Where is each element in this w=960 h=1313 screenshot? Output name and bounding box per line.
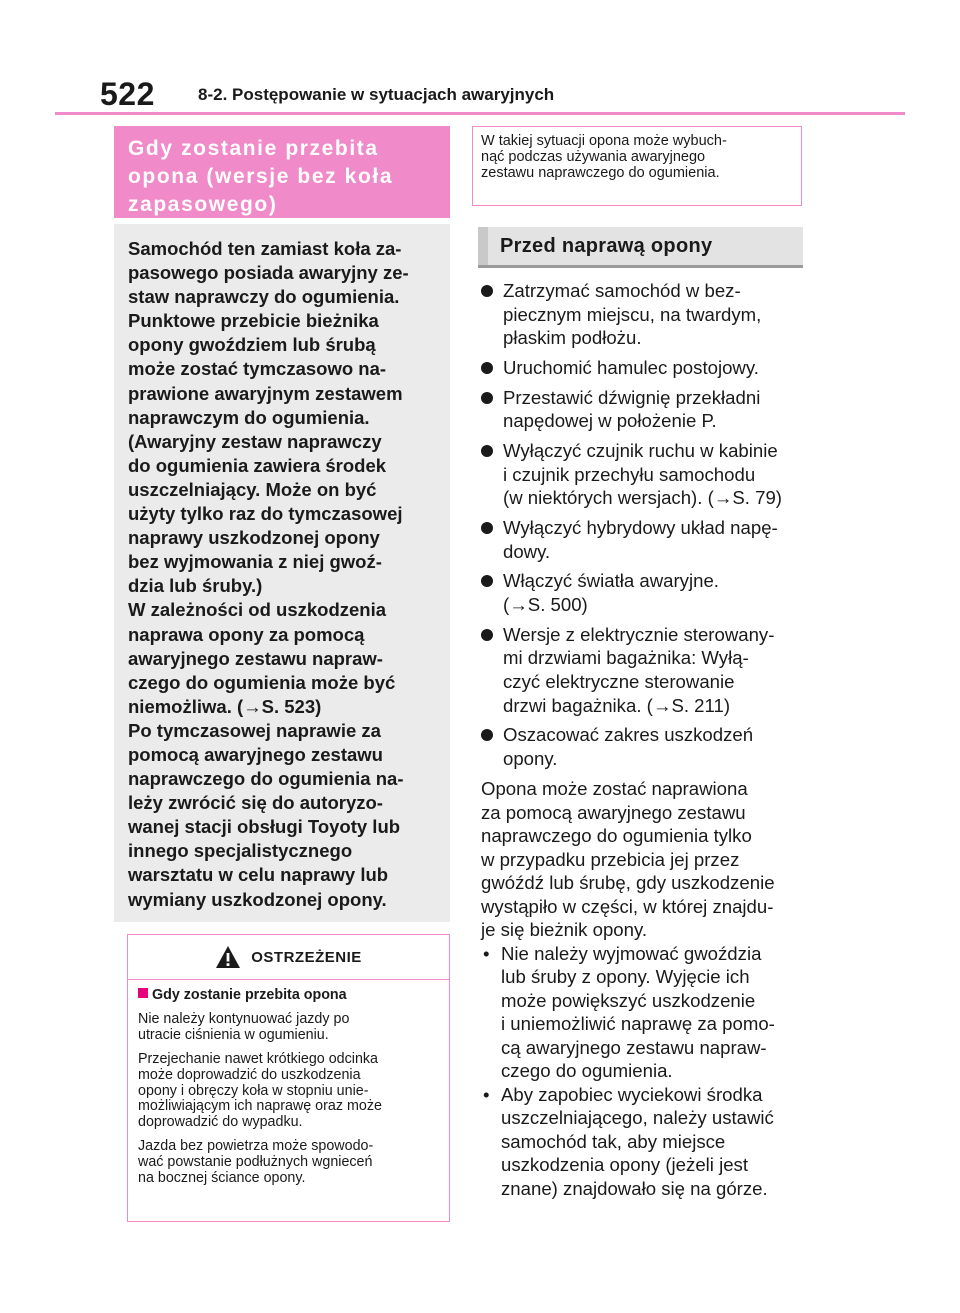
body-text — [481, 777, 806, 1200]
intro-line: naprawa opony za pomocą — [128, 623, 365, 645]
intro-line: leży zwrócić się do autoryzo- — [128, 792, 383, 814]
step-line: Wyłączyć czujnik ruchu w kabinie — [503, 440, 778, 462]
step-xref[interactable]: (→S. 500) — [503, 594, 588, 616]
warning-subheading — [138, 988, 439, 1004]
step-item — [481, 516, 811, 563]
warning-header — [128, 935, 449, 980]
step-line: Wyłączyć hybrydowy układ napę- — [503, 517, 778, 539]
intro-line: opony gwoździem lub śrubą — [128, 334, 376, 356]
warning-title: OSTRZEŻENIE — [251, 948, 362, 966]
section-title-line: zapasowego) — [128, 193, 278, 216]
subsection-title — [478, 227, 803, 268]
bullet-dot-icon — [481, 575, 493, 587]
intro-line: może zostać tymczasowo na- — [128, 358, 387, 380]
intro-line: użyty tylko raz do tymczasowej — [128, 503, 403, 525]
intro-line: awaryjnego zestawu napraw- — [128, 647, 383, 669]
note-text — [501, 1083, 806, 1201]
bullet-dot-icon — [481, 285, 493, 297]
note-line: Nie należy wyjmować gwoździa — [501, 942, 762, 964]
step-line: mi drzwiami bagażnika: Wyłą- — [503, 647, 749, 669]
step-line: i czujnik przechyłu samochodu — [503, 463, 756, 485]
note-line: uszkodzenia opony (jeżeli jest — [501, 1154, 749, 1175]
note-bullet: • — [483, 1083, 490, 1105]
step-line: Włączyć światła awaryjne. — [503, 570, 719, 592]
intro-line: innego specjalistycznego — [128, 840, 353, 862]
step-line: czyć elektryczne sterowanie — [503, 671, 735, 693]
step-line: piecznym miejscu, na twardym, — [503, 303, 762, 325]
step-line: Oszacować zakres uszkodzeń — [503, 724, 754, 746]
note-line: i uniemożliwić naprawę za pomo- — [501, 1013, 775, 1034]
step-line: napędowej w położenie P. — [503, 410, 717, 432]
step-text — [503, 439, 811, 510]
subsection-title-bar — [478, 227, 488, 265]
bullet-dot-icon — [481, 362, 493, 374]
note-item — [481, 942, 806, 1083]
step-text — [503, 386, 811, 433]
warning-line: wać powstanie podłużnych wgnieceń — [138, 1154, 373, 1171]
page-number: 522 — [100, 76, 155, 112]
note-bullet: • — [483, 942, 490, 964]
note-item — [481, 1083, 806, 1201]
step-line: Przestawić dźwignię przekładni — [503, 386, 761, 408]
intro-box — [114, 224, 450, 922]
warning-line: może doprowadzić do uszkodzenia — [138, 1066, 361, 1083]
warning-line: na bocznej ściance opony. — [138, 1170, 306, 1187]
note-line: czego do ogumienia. — [501, 1060, 673, 1081]
intro-line: W zależności od uszkodzenia — [128, 599, 387, 621]
info-line: W takiej sytuacji opona może wybuch- — [481, 133, 727, 149]
body-line: wystąpiło w części, w której znajdu- — [481, 895, 774, 917]
warning-box — [127, 934, 450, 1222]
step-text — [503, 279, 811, 350]
intro-line: naprawczego do ogumienia na- — [128, 768, 404, 790]
warning-paragraph — [138, 1139, 439, 1187]
bullet-dot-icon — [481, 522, 493, 534]
warning-subheading-text: Gdy zostanie przebita opona — [152, 987, 347, 1003]
warning-body — [128, 980, 449, 1187]
note-text — [501, 942, 806, 1083]
step-text — [503, 723, 811, 770]
body-line: naprawczego do ogumienia tylko — [481, 825, 752, 846]
bullet-dot-icon — [481, 445, 493, 457]
step-text — [503, 623, 811, 717]
step-item — [481, 279, 811, 350]
intro-line: naprawy uszkodzonej opony — [128, 527, 380, 549]
warning-paragraph — [138, 1052, 439, 1132]
intro-line: wymiany uszkodzonej opony. — [128, 888, 387, 910]
step-text — [503, 569, 811, 616]
warning-line: możliwiającym ich naprawę oraz może — [138, 1098, 382, 1115]
intro-line: bez wyjmowania z niej gwoź- — [128, 551, 382, 573]
warning-line: Jazda bez powietrza może spowodo- — [138, 1138, 374, 1155]
step-xref[interactable]: drzwi bagażnika. (→S. 211) — [503, 694, 731, 716]
chapter-title: 8-2. Postępowanie w sytuacjach awaryjnych — [198, 85, 555, 104]
body-line: za pomocą awaryjnego zestawu — [481, 801, 746, 823]
note-line: uszczelniającego, należy ustawić — [501, 1107, 774, 1128]
body-line: gwóźdź lub śrubę, gdy uszkodzenie — [481, 872, 775, 893]
step-item — [481, 569, 811, 616]
steps-list — [481, 279, 811, 777]
warning-line: Przejechanie nawet krótkiego odcinka — [138, 1050, 379, 1067]
section-title-line: Gdy zostanie przebita — [128, 137, 379, 160]
warning-line: Nie należy kontynuować jazdy po — [138, 1010, 350, 1027]
warning-paragraph — [138, 1012, 439, 1044]
intro-line: Po tymczasowej naprawie za — [128, 719, 381, 741]
step-text — [503, 516, 811, 563]
step-line: płaskim podłożu. — [503, 327, 642, 349]
warning-line: doprowadzić do wypadku. — [138, 1114, 303, 1131]
step-item — [481, 623, 811, 717]
intro-line: dzia lub śruby.) — [128, 575, 263, 597]
step-xref[interactable]: (w niektórych wersjach). (→S. 79) — [503, 487, 782, 509]
step-line: dowy. — [503, 540, 551, 562]
intro-line: pasowego posiada awaryjny ze- — [128, 262, 409, 284]
note-line: lub śruby z opony. Wyjęcie ich — [501, 966, 750, 987]
intro-line: (Awaryjny zestaw naprawczy — [128, 430, 382, 452]
step-item — [481, 386, 811, 433]
note-line: znane) znajdowało się na górze. — [501, 1177, 768, 1199]
body-line: je się bieżnik opony. — [481, 919, 648, 940]
intro-line: naprawczym do ogumienia. — [128, 406, 370, 428]
intro-line: Samochód ten zamiast koła za- — [128, 238, 402, 259]
note-line: cą awaryjnego zestawu napraw- — [501, 1036, 767, 1058]
square-bullet-icon — [138, 988, 148, 998]
note-line: Aby zapobiec wyciekowi środka — [501, 1083, 763, 1105]
intro-xref[interactable]: niemożliwa. (→S. 523) — [128, 695, 322, 717]
intro-line: pomocą awaryjnego zestawu — [128, 743, 383, 765]
body-line: Opona może zostać naprawiona — [481, 778, 748, 799]
step-item — [481, 356, 811, 380]
intro-line: do ogumienia zawiera środek — [128, 454, 387, 476]
step-text — [503, 356, 811, 380]
intro-line: warsztatu w celu naprawy lub — [128, 864, 389, 886]
info-line: zestawu naprawczego do ogumienia. — [481, 165, 720, 181]
step-line: Zatrzymać samochód w bez- — [503, 280, 741, 301]
info-line: nąć podczas używania awaryjnego — [481, 149, 706, 165]
intro-line: uszczelniający. Może on być — [128, 478, 377, 500]
note-line: może powiększyć uszkodzenie — [501, 989, 756, 1011]
bullet-dot-icon — [481, 392, 493, 404]
intro-line: czego do ogumienia może być — [128, 671, 396, 693]
warning-line: opony i obręczy koła w stopniu unie- — [138, 1082, 369, 1099]
intro-line: prawione awaryjnym zestawem — [128, 382, 403, 404]
subsection-title-text: Przed naprawą opony — [500, 234, 713, 257]
notes-list — [481, 942, 806, 1201]
note-line: samochód tak, aby miejsce — [501, 1130, 726, 1152]
header-divider — [55, 112, 905, 115]
warning-line: utracie ciśnienia w ogumieniu. — [138, 1026, 329, 1043]
info-box — [472, 126, 802, 206]
body-line: w przypadku przebicia jej przez — [481, 848, 740, 870]
step-line: Wersje z elektrycznie sterowany- — [503, 623, 775, 645]
section-title — [114, 126, 450, 218]
intro-line: Punktowe przebicie bieżnika — [128, 310, 379, 332]
bullet-dot-icon — [481, 629, 493, 641]
section-title-line: opona (wersje bez koła — [128, 165, 394, 188]
step-line: opony. — [503, 748, 558, 769]
step-item — [481, 439, 811, 510]
warning-triangle-icon — [215, 945, 241, 969]
intro-line: wanej stacji obsługi Toyoty lub — [128, 816, 401, 838]
step-item — [481, 723, 811, 770]
intro-line: staw naprawczy do ogumienia. — [128, 286, 400, 308]
step-line: Uruchomić hamulec postojowy. — [503, 356, 759, 378]
bullet-dot-icon — [481, 729, 493, 741]
